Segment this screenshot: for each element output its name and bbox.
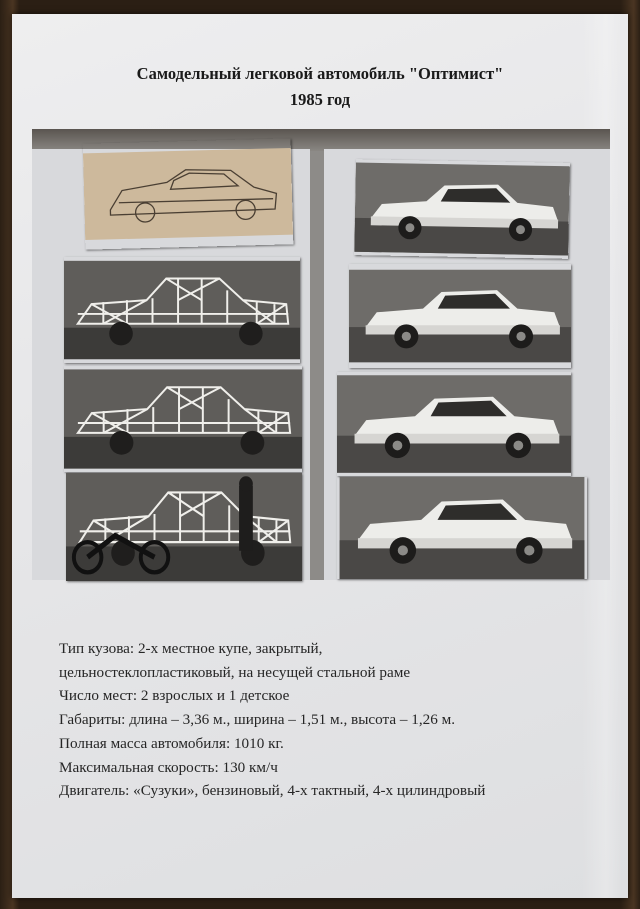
photo-car-front [354, 159, 570, 259]
car-body-icon [354, 159, 570, 259]
photo-sketch [83, 138, 294, 249]
car-frame-icon [64, 366, 302, 472]
photo-frame-motorcycle [66, 473, 302, 581]
photo-car-side-1 [349, 264, 571, 368]
document-sheet [12, 14, 628, 898]
car-sketch-icon [83, 138, 294, 249]
spec-dimensions: Габариты: длина – 3,36 м., ширина – 1,51 м., высота – 1,26 м. [59, 711, 456, 729]
photo-frame-1 [64, 257, 300, 363]
car-body-icon [337, 372, 571, 476]
photo-frame-2 [64, 366, 302, 472]
car-body-icon [349, 264, 571, 368]
spec-engine: Двигатель: «Сузуки», бензиновый, 4-х тактный, 4-х цилиндровый [59, 782, 486, 800]
car-frame-icon [64, 257, 300, 363]
spec-body-material: цельностеклопластиковый, на несущей стальной раме [59, 663, 411, 681]
document-title: Самодельный легковой автомобиль "Оптимист" [136, 64, 504, 83]
document-year: 1985 год [289, 90, 351, 109]
photo-car-side-3 [337, 477, 587, 579]
photo-collage [32, 129, 610, 580]
specifications [59, 637, 619, 803]
spec-mass: Полная масса автомобиля: 1010 кг. [59, 734, 284, 752]
photo-car-side-2 [337, 372, 571, 476]
spec-seats: Число мест: 2 взрослых и 1 детское [59, 687, 290, 705]
spec-body-type: Тип кузова: 2-х местное купе, закрытый, [59, 640, 323, 657]
spec-max-speed: Максимальная скорость: 130 км/ч [59, 758, 278, 776]
car-frame-motorcycle-icon [66, 473, 302, 581]
car-body-icon [337, 477, 587, 579]
